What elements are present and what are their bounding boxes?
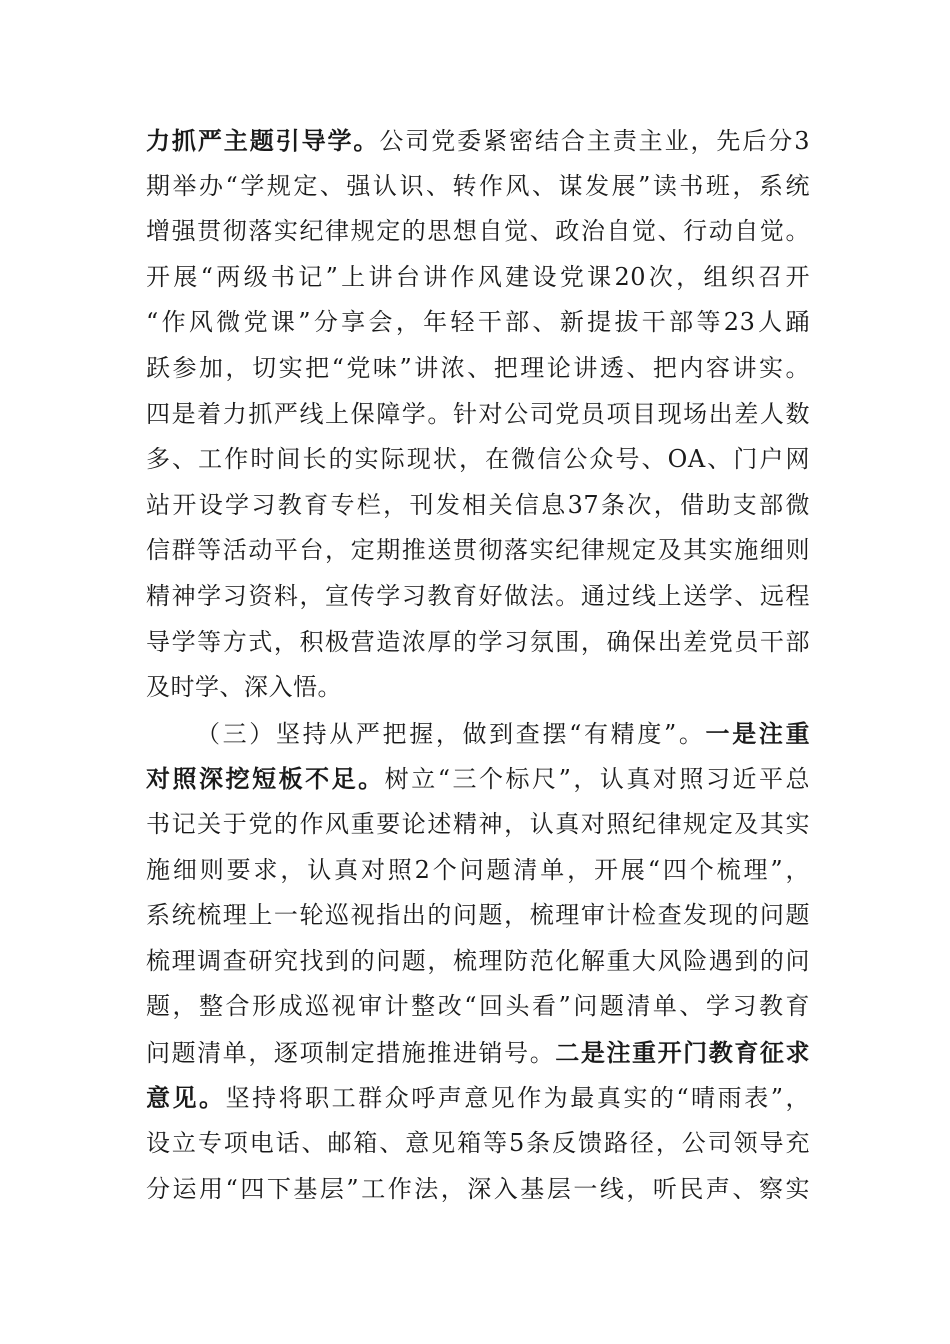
line-text: 系统梳理上一轮巡视指出的问题，梳理审计检查发现的问题 — [146, 901, 810, 930]
line-text: 多、工作时间长的实际现状，在微信公众号、OA、门户网 — [146, 445, 810, 474]
line-text: “作风微党课”分享会，年轻干部、新提拔干部等23人踊 — [146, 308, 810, 337]
text-line — [146, 483, 810, 529]
document-body — [146, 118, 810, 1212]
text-line — [146, 1075, 810, 1121]
line-text: 分运用“四下基层”工作法，深入基层一线，听民声、察实 — [146, 1174, 810, 1203]
text-line — [146, 346, 810, 392]
section-heading: （三）坚持从严把握，做到查摆“有精度”。 — [196, 719, 706, 748]
text-line — [146, 756, 810, 802]
line-text: 及时学、深入悟。 — [146, 673, 342, 702]
bold-phrase: 对照深挖短板不足。 — [146, 764, 385, 794]
text-line — [146, 620, 810, 666]
text-line — [146, 939, 810, 985]
line-text: 梳理调查研究找到的问题，梳理防范化解重大风险遇到的问 — [146, 946, 810, 975]
text-line — [146, 164, 810, 210]
text-line — [146, 255, 810, 301]
text-line — [146, 665, 810, 711]
text-line — [146, 848, 810, 894]
text-line — [146, 574, 810, 620]
line-text: 公司党委紧密结合主责主业，先后分3 — [379, 127, 810, 155]
line-text: 坚持将职工群众呼声意见作为最真实的“晴雨表”， — [225, 1084, 810, 1113]
line-text: 期举办“学规定、强认识、转作风、谋发展”读书班，系统 — [146, 171, 810, 200]
bold-phrase: 二是注重开门教育征求 — [555, 1037, 811, 1067]
bold-phrase: 力抓严主题引导学。 — [146, 126, 380, 155]
bold-phrase: 一是注重 — [705, 718, 810, 748]
line-text: 问题清单，逐项制定措施推进销号。 — [146, 1038, 556, 1067]
line-text: 树立“三个标尺”，认真对照习近平总 — [384, 765, 810, 794]
text-line — [146, 893, 810, 939]
line-text: 四是着力抓严线上保障学。针对公司党员项目现场出差人数 — [146, 399, 810, 428]
text-line — [146, 118, 810, 164]
text-line — [146, 1030, 810, 1076]
bold-phrase: 意见。 — [146, 1083, 226, 1113]
line-text: 跃参加，切实把“党味”讲浓、把理论讲透、把内容讲实。 — [146, 353, 810, 382]
text-line — [146, 300, 810, 346]
line-text: 站开设学习教育专栏，刊发相关信息37条次，借助支部微 — [146, 490, 810, 519]
text-line — [146, 984, 810, 1030]
line-text: 开展“两级书记”上讲台讲作风建设党课20次，组织召开 — [146, 262, 810, 291]
text-line — [146, 802, 810, 848]
text-line — [146, 392, 810, 438]
line-text: 设立专项电话、邮箱、意见箱等5条反馈路径，公司领导充 — [146, 1129, 810, 1158]
text-line — [146, 437, 810, 483]
text-line — [146, 209, 810, 255]
text-line — [146, 1121, 810, 1167]
line-text: 信群等活动平台，定期推送贯彻落实纪律规定及其实施细则 — [146, 536, 810, 565]
line-text: 题，整合形成巡视审计整改“回头看”问题清单、学习教育 — [146, 992, 810, 1021]
line-text: 导学等方式，积极营造浓厚的学习氛围，确保出差党员干部 — [146, 627, 810, 656]
text-line — [146, 1167, 810, 1213]
section-heading-line — [146, 711, 810, 757]
line-text: 施细则要求，认真对照2个问题清单，开展“四个梳理”， — [146, 855, 810, 884]
line-text: 精神学习资料，宣传学习教育好做法。通过线上送学、远程 — [146, 581, 810, 610]
text-line — [146, 528, 810, 574]
line-text: 增强贯彻落实纪律规定的思想自觉、政治自觉、行动自觉。 — [146, 217, 810, 246]
line-text: 书记关于党的作风重要论述精神，认真对照纪律规定及其实 — [146, 809, 810, 838]
